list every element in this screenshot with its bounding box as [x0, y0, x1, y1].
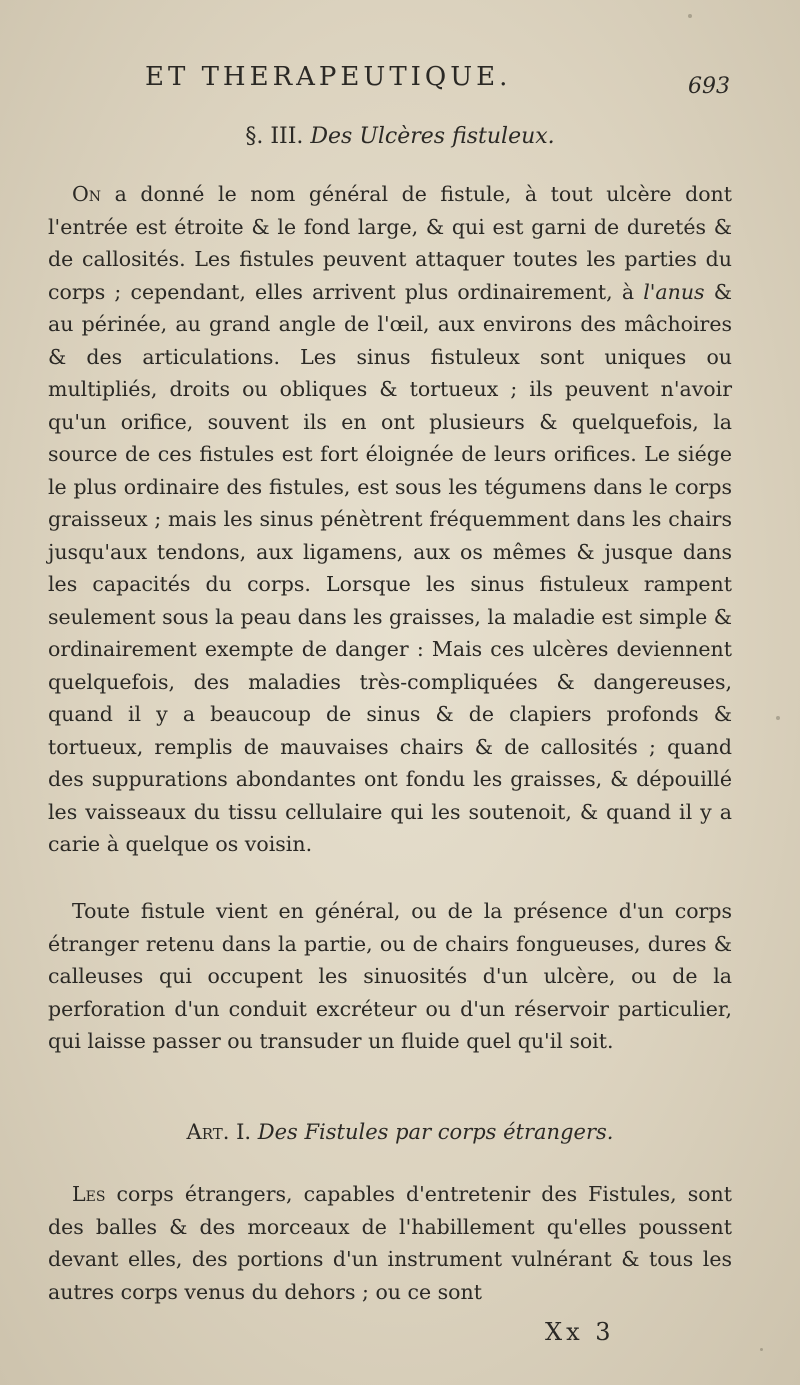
paragraph-3-text: corps étrangers, capables d'entretenir des Fistules, sont des balles & des morceaux de l'habillement qu'elles poussent devant elles, des portions d'un instrument vulnérant & tous les autres corps venus du dehors ; ou ce sont [48, 1182, 732, 1304]
article-number: Art. I. [186, 1120, 252, 1144]
paragraph-1 [48, 178, 732, 861]
paper-speck [776, 716, 780, 720]
section-title: Des Ulcères fistuleux. [310, 124, 555, 149]
paragraph-1-dropcap: On [72, 182, 102, 206]
article-heading [0, 1120, 800, 1144]
paragraph-3-dropcap: Les [72, 1182, 106, 1206]
paragraph-3 [48, 1178, 732, 1308]
page-number: 693 [688, 74, 730, 99]
paragraph-2-text: Toute fistule vient en général, ou de la présence d'un corps étranger retenu dans la partie, ou de chairs fongueuses, dures & calleuses qui occupent les sinuosités d'un ulcère, ou de la perforation d'un conduit excréteur ou d'un réservoir particulier, qui laisse passer ou transuder un fluide quel qu'il soit. [48, 899, 732, 1053]
signature-mark: Xx 3 [545, 1318, 615, 1346]
paper-speck [688, 14, 692, 18]
paragraph-2 [48, 895, 732, 1058]
paragraph-1-text-b: & au périnée, au grand angle de l'œil, aux environs des mâchoires & des articulations. Les sinus fistuleux sont uniques ou multipliés, droits ou obliques & tortueux ; ils peuvent n'avoir qu'un orifice, souvent ils en ont plusieurs & quelquefois, la source de ces fistules est fort éloignée de leurs orifices. Le siége le plus ordinaire des fistules, est sous les tégumens dans le corps graisseux ; mais les sinus pénètrent fréquemment dans les chairs jusqu'aux tendons, aux ligamens, aux os mêmes & jusque dans les capacités du corps. Lorsque les sinus fistuleux rampent seulement sous la peau dans les graisses, la maladie est simple & ordinairement exempte de danger : Mais ces ulcères deviennent quelquefois, des maladies très-compliquées & dangereuses, quand il y a beaucoup de sinus & de clapiers profonds & tortueux, remplis de mauvaises chairs & de callosités ; quand des suppurations abondantes ont fondu les graisses, & dépouillé les vaisseaux du tissu cellulaire qui les soutenoit, & quand il y a carie à quelque os voisin. [48, 279, 732, 856]
running-head [0, 62, 800, 102]
paragraph-1-text-a: a donné le nom général de fistule, à tout ulcère dont l'entrée est étroite & le fond large, & qui est garni de duretés & de callosités. Les fistules peuvent attaquer toutes les parties du corps ; cependant, elles arrivent plus ordinairement, à [48, 182, 732, 304]
paper-speck [760, 1348, 763, 1351]
section-heading [0, 124, 800, 149]
section-number: §. III. [245, 124, 304, 149]
running-title: ET THERAPEUTIQUE. [145, 62, 512, 92]
paragraph-1-anus: l'anus [643, 279, 705, 304]
article-title: Des Fistules par corps étrangers. [257, 1120, 614, 1144]
